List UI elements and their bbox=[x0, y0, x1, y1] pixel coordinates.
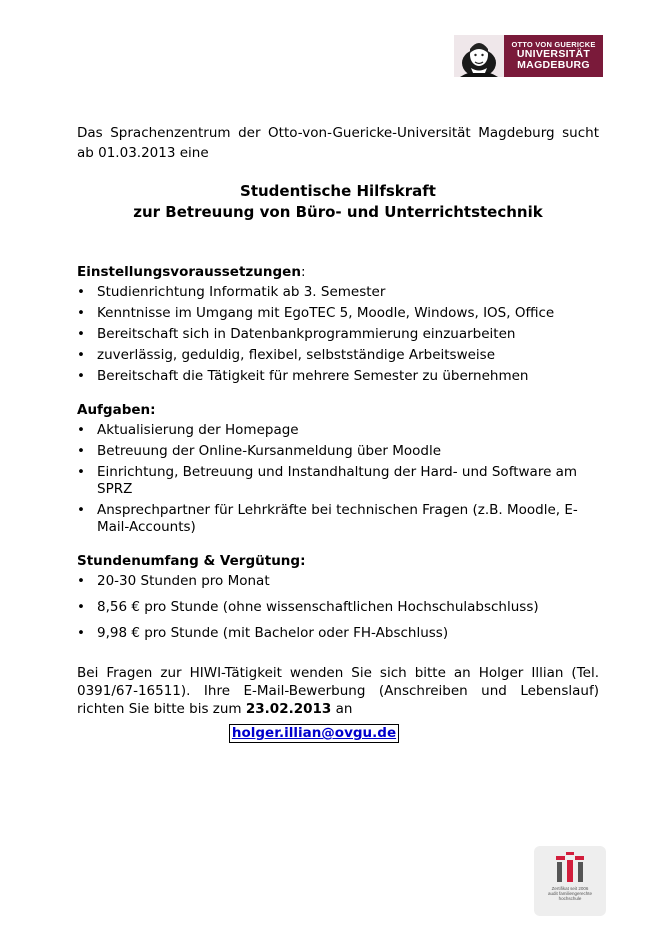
list-item: • Ansprechpartner für Lehrkräfte bei technischen Fragen (z.B. Moodle, E-Mail-Accounts) bbox=[77, 502, 599, 536]
job-title bbox=[77, 181, 599, 223]
requirements-heading-text: Einstellungsvoraussetzungen bbox=[77, 264, 301, 280]
compensation-list bbox=[77, 573, 599, 642]
list-item: • Kenntnisse im Umgang mit EgoTEC 5, Moodle, Windows, IOS, Office bbox=[77, 305, 599, 322]
tasks-list bbox=[77, 422, 599, 536]
list-item: • 9,98 € pro Stunde (mit Bachelor oder FH-Abschluss) bbox=[77, 625, 599, 642]
list-item: • Bereitschaft die Tätigkeit für mehrere Semester zu übernehmen bbox=[77, 368, 599, 385]
logo-line-3: MAGDEBURG bbox=[517, 58, 590, 71]
university-wordmark bbox=[504, 41, 603, 71]
list-item: • 20-30 Stunden pro Monat bbox=[77, 573, 599, 590]
list-item: • zuverlässig, geduldig, flexibel, selbstständige Arbeitsweise bbox=[77, 347, 599, 364]
certificate-line-1: Zertifikat seit 2006 bbox=[551, 886, 589, 891]
audit-familiengerechte-hochschule-icon bbox=[534, 846, 606, 886]
job-title-line-2: zur Betreuung von Büro- und Unterrichtstechnik bbox=[133, 203, 543, 221]
closing-suffix: an bbox=[331, 701, 353, 717]
family-friendly-certificate bbox=[534, 846, 606, 916]
job-posting bbox=[77, 123, 599, 743]
university-portrait-logo-icon bbox=[454, 35, 504, 77]
university-logo bbox=[454, 35, 603, 77]
email-container bbox=[77, 724, 599, 743]
certificate-caption bbox=[534, 886, 606, 901]
list-item: • Betreuung der Online-Kursanmeldung über Moodle bbox=[77, 443, 599, 460]
list-item: • Bereitschaft sich in Datenbankprogrammierung einzuarbeiten bbox=[77, 326, 599, 343]
closing-text: Bei Fragen zur HIWI-Tätigkeit wenden Sie sich bitte an Holger Illian (Tel. 0391/67-16511). Ihre E-Mail-Bewerbung (Anschreiben und Lebenslauf) richten Sie bitte bis zum bbox=[77, 665, 599, 717]
compensation-heading: Stundenumfang & Vergütung: bbox=[77, 553, 306, 569]
job-title-line-1: Studentische Hilfskraft bbox=[240, 182, 436, 200]
certificate-line-2: audit familiengerechte bbox=[547, 891, 593, 896]
application-deadline: 23.02.2013 bbox=[245, 701, 332, 717]
list-item: • 8,56 € pro Stunde (ohne wissenschaftlichen Hochschulabschluss) bbox=[77, 599, 599, 616]
certificate-line-3: hochschule bbox=[558, 896, 582, 901]
tasks-heading: Aufgaben: bbox=[77, 402, 156, 418]
list-item: • Aktualisierung der Homepage bbox=[77, 422, 599, 439]
logo-line-1: OTTO VON GUERICKE bbox=[511, 40, 596, 50]
closing-paragraph bbox=[77, 664, 599, 718]
requirements-heading bbox=[77, 262, 599, 282]
requirements-heading-colon: : bbox=[300, 264, 306, 280]
list-item: • Einrichtung, Betreuung und Instandhaltung der Hard- und Software am SPRZ bbox=[77, 464, 599, 498]
list-item: • Studienrichtung Informatik ab 3. Semester bbox=[77, 284, 599, 301]
requirements-list bbox=[77, 284, 599, 385]
contact-email-link[interactable]: holger.illian@ovgu.de bbox=[229, 724, 399, 743]
logo-line-2: UNIVERSITÄT bbox=[516, 47, 591, 60]
intro-paragraph: Das Sprachenzentrum der Otto-von-Guericke-Universität Magdeburg sucht ab 01.03.2013 eine bbox=[77, 125, 599, 161]
